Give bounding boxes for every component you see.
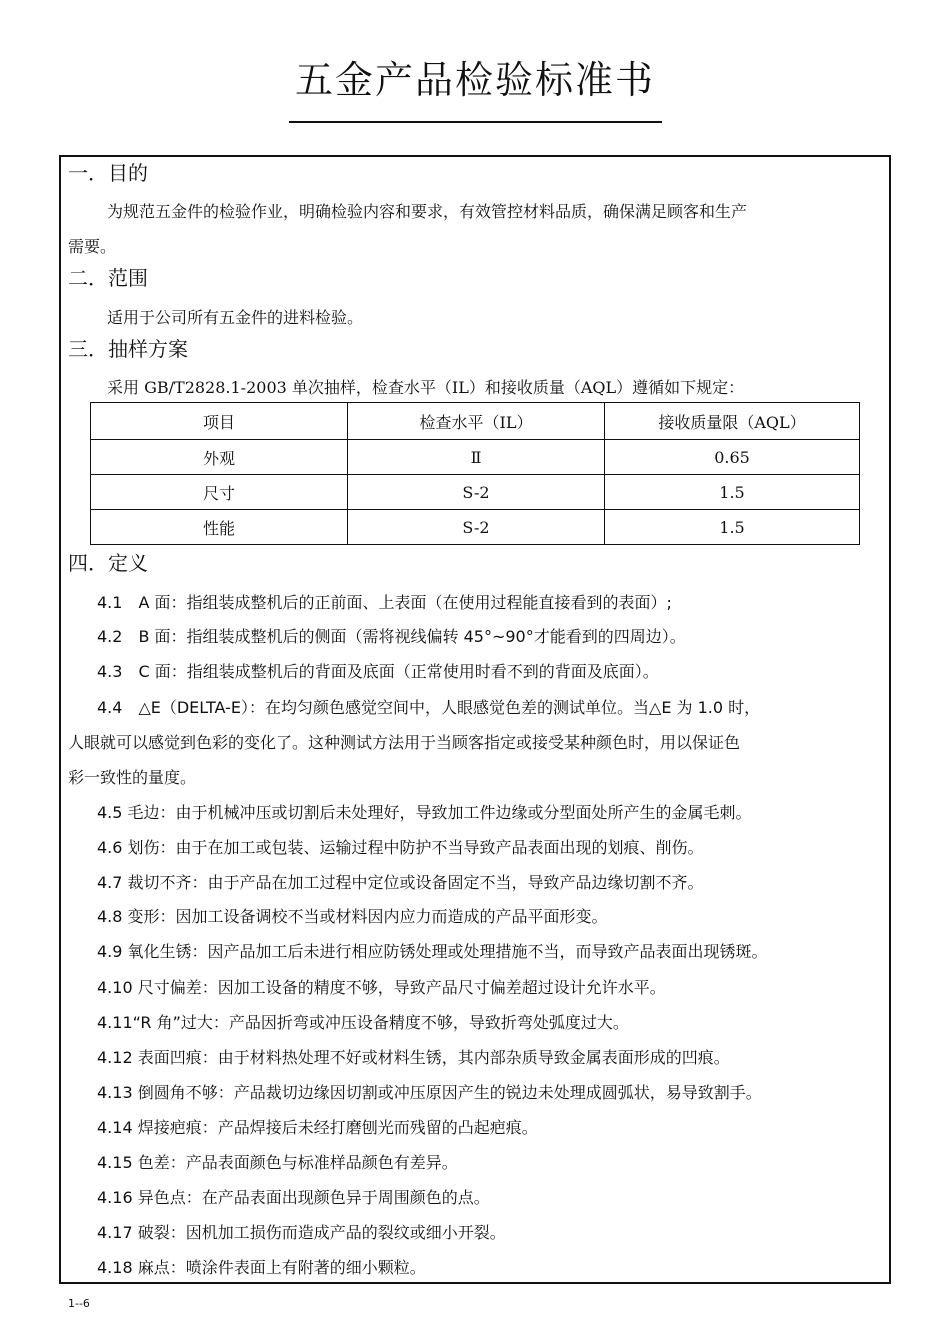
table-row (91, 440, 860, 475)
table-cell: Ⅱ (348, 440, 605, 475)
title-underline (289, 121, 662, 123)
table-cell: 0.65 (605, 440, 860, 475)
purpose-text-line2: 需要。 (68, 237, 117, 256)
definition-4-9: 4.9 氧化生锈：因产品加工后未进行相应防锈处理或处理措施不当，而导致产品表面出现锈斑。 (97, 942, 768, 961)
sampling-heading: 三．抽样方案 (68, 337, 188, 361)
definition-4-5: 4.5 毛边：由于机械冲压或切割后未处理好，导致加工件边缘或分型面处所产生的金属毛刺。 (97, 803, 752, 822)
definition-4-10: 4.10 尺寸偏差：因加工设备的精度不够，导致产品尺寸偏差超过设计允许水平。 (97, 978, 666, 997)
definition-4-4-line2: 人眼就可以感觉到色彩的变化了。这种测试方法用于当顾客指定或接受某种颜色时，用以保证色 (68, 733, 741, 752)
definition-4-1: 4.1 A 面：指组装成整机后的正前面、上表面（在使用过程能直接看到的表面）; (97, 593, 672, 612)
scope-heading: 二．范围 (68, 266, 148, 290)
definition-4-8: 4.8 变形：因加工设备调校不当或材料因内应力而造成的产品平面形变。 (97, 907, 608, 926)
definition-4-14: 4.14 焊接疤痕：产品焊接后未经打磨刨光而残留的凸起疤痕。 (97, 1118, 538, 1137)
table-cell: 外观 (91, 440, 348, 475)
page-number: 1--6 (68, 1297, 90, 1310)
column-header-item: 项目 (91, 403, 348, 440)
table-cell: 尺寸 (91, 475, 348, 510)
scope-text: 适用于公司所有五金件的进料检验。 (107, 308, 364, 327)
table-cell: 1.5 (605, 510, 860, 545)
sampling-table (90, 402, 860, 545)
definition-4-16: 4.16 异色点：在产品表面出现颜色异于周围颜色的点。 (97, 1188, 490, 1207)
document-title: 五金产品检验标准书 (294, 58, 655, 102)
table-cell: S-2 (348, 510, 605, 545)
definition-4-4-line1: 4.4 △E（DELTA-E）：在均匀颜色感觉空间中，人眼感觉色差的测试单位。当△E 为 1.0 时， (97, 698, 761, 717)
definition-4-7: 4.7 裁切不齐：由于产品在加工过程中定位或设备固定不当，导致产品边缘切割不齐。 (97, 873, 704, 892)
table-cell: S-2 (348, 475, 605, 510)
table-cell: 1.5 (605, 475, 860, 510)
definition-4-4-line3: 彩一致性的量度。 (68, 768, 197, 787)
table-header-row (91, 403, 860, 440)
table-cell: 性能 (91, 510, 348, 545)
definitions-heading: 四．定义 (68, 551, 148, 575)
purpose-heading: 一．目的 (68, 161, 148, 185)
table-row (91, 475, 860, 510)
column-header-aql: 接收质量限（AQL） (605, 403, 860, 440)
definition-4-15: 4.15 色差：产品表面颜色与标准样品颜色有差异。 (97, 1153, 458, 1172)
definition-4-2: 4.2 B 面：指组装成整机后的侧面（需将视线偏转 45°~90°才能看到的四周边）。 (97, 627, 686, 646)
purpose-text-line1: 为规范五金件的检验作业，明确检验内容和要求，有效管控材料品质，确保满足顾客和生产 (107, 202, 748, 221)
definition-4-3: 4.3 C 面：指组装成整机后的背面及底面（正常使用时看不到的背面及底面）。 (97, 662, 659, 681)
definition-4-18: 4.18 麻点：喷涂件表面上有附著的细小颗粒。 (97, 1258, 426, 1277)
table-row (91, 510, 860, 545)
column-header-inspection-level: 检查水平（IL） (348, 403, 605, 440)
definition-4-12: 4.12 表面凹痕：由于材料热处理不好或材料生锈，其内部杂质导致金属表面形成的凹痕。 (97, 1048, 730, 1067)
definition-4-11: 4.11“R 角”过大：产品因折弯或冲压设备精度不够，导致折弯处弧度过大。 (97, 1013, 629, 1032)
definition-4-6: 4.6 划伤：由于在加工或包装、运输过程中防护不当导致产品表面出现的划痕、削伤。 (97, 838, 704, 857)
definition-4-13: 4.13 倒圆角不够：产品裁切边缘因切割或冲压原因产生的锐边未处理成圆弧状，易导致割手。 (97, 1083, 762, 1102)
definition-4-17: 4.17 破裂：因机加工损伤而造成产品的裂纹或细小开裂。 (97, 1223, 506, 1242)
sampling-text: 采用 GB/T2828.1-2003 单次抽样，检查水平（IL）和接收质量（AQL）遵循如下规定： (107, 378, 745, 397)
